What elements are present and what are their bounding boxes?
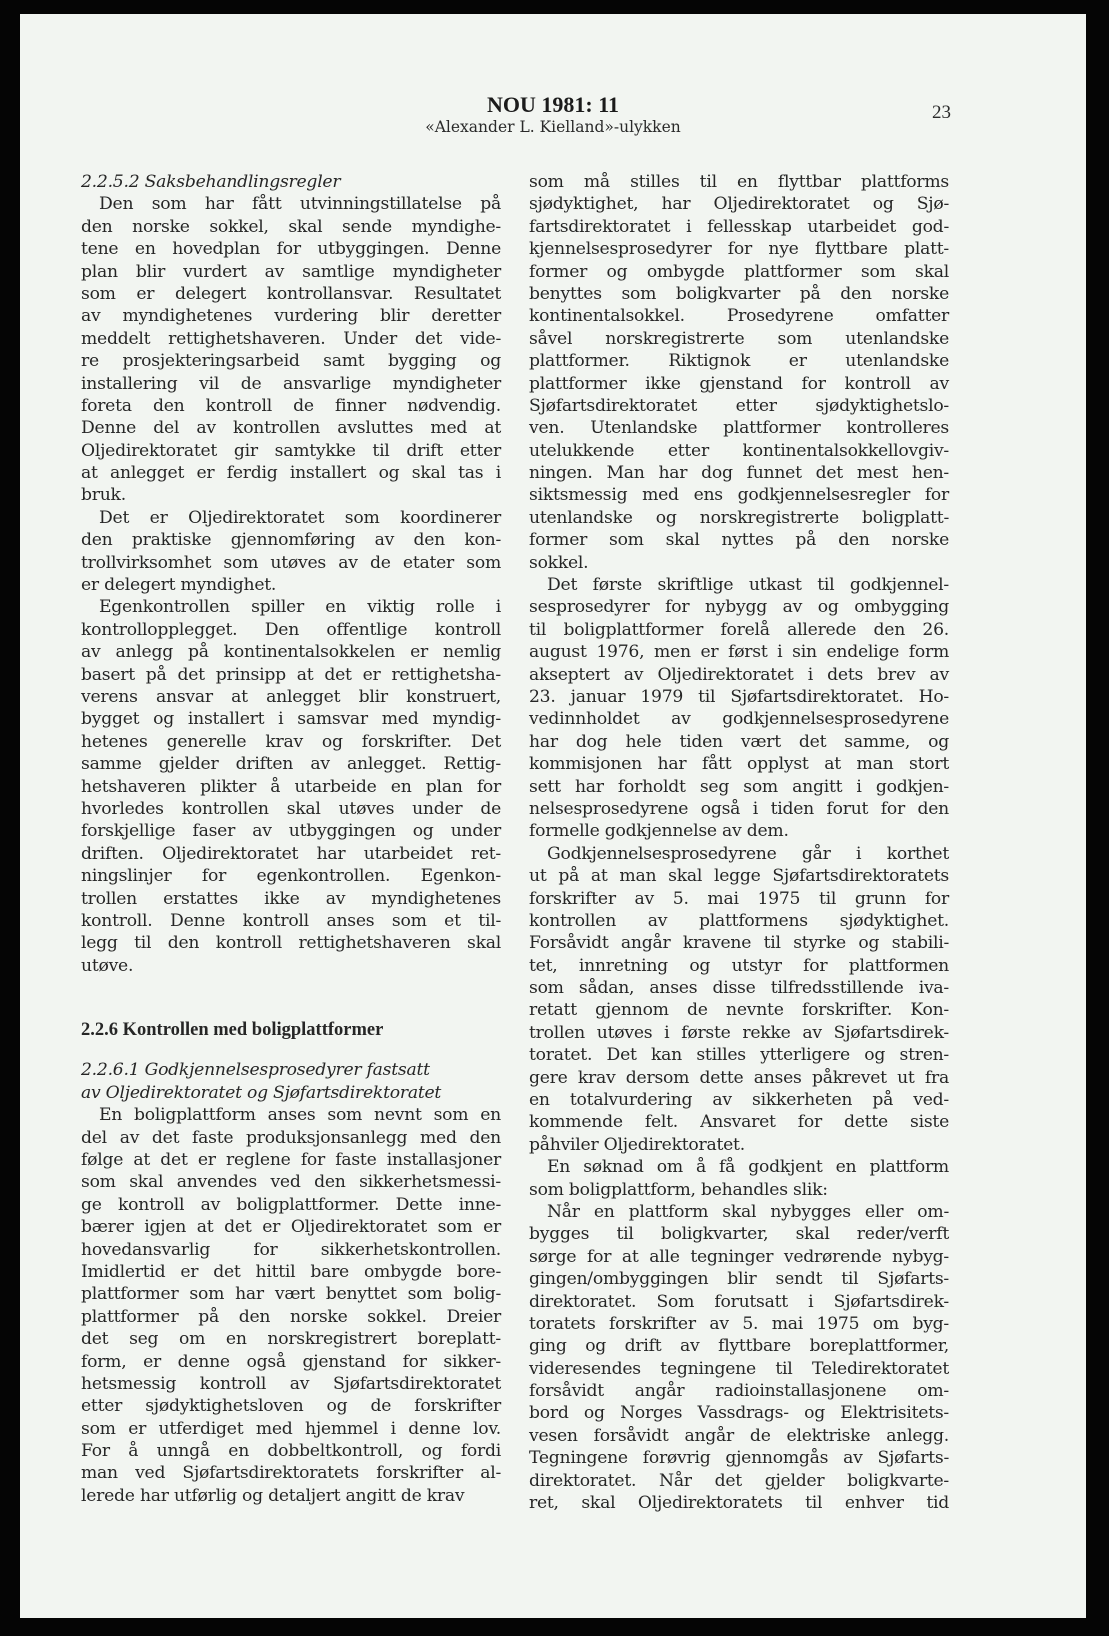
right-column <box>529 171 949 1514</box>
text-line: meddelt rettighetshaveren. Under det vide- <box>81 328 501 349</box>
text-line: kontinentalsokkel. Prosedyrene omfatter <box>529 306 949 327</box>
text-line: utenlandske og norskregistrerte boligplatt- <box>529 507 949 528</box>
text-line: sørge for at alle tegninger vedrørende nybyg- <box>529 1246 949 1267</box>
text-line: foreta den kontroll de finner nødvendig. <box>81 395 501 416</box>
text-line: toratets forskrifter av 5. mai 1975 om byg- <box>529 1313 949 1334</box>
text-line: som sådan, anses disse tilfredsstillende iva- <box>529 978 949 999</box>
text-line: august 1976, men er først i sin endelige form <box>529 642 949 663</box>
text-line: tene en hovedplan for utbyggingen. Denne <box>81 239 501 260</box>
text-line: plattformer. Riktignok er utenlandske <box>529 351 949 372</box>
paragraph <box>529 171 949 574</box>
text-line: hovedansvarlig for sikkerhetskontrollen. <box>81 1239 501 1260</box>
text-line: utelukkende etter kontinentalsokkellovgiv- <box>529 440 949 461</box>
text-line: samme gjelder driften av anlegget. Rettig- <box>81 754 501 775</box>
section-heading-2252: 2.2.5.2 Saksbehandlingsregler <box>81 172 341 192</box>
text-line: hvorledes kontrollen skal utøves under de <box>81 798 501 819</box>
text-line: som er utferdiget med hjemmel i denne lov. <box>81 1418 501 1439</box>
text-line: som er delegert kontrollansvar. Resultatet <box>81 283 501 304</box>
text-line: trollen erstattes ikke av myndighetenes <box>81 888 501 909</box>
text-line: ningen. Man har dog funnet det mest hen- <box>529 463 949 484</box>
text-line: såvel norskregistrerte som utenlandske <box>529 328 949 349</box>
text-line: videresendes tegningene til Teledirektoratet <box>529 1358 949 1379</box>
text-line: En boligplattform anses som nevnt som en <box>99 1105 501 1126</box>
text-line: vedinnholdet av godkjennelsesprosedyrene <box>529 709 949 730</box>
text-line: av myndighetenes vurdering blir deretter <box>81 306 501 327</box>
text-line: etter sjødyktighetsloven og de forskrifter <box>81 1396 501 1417</box>
paragraph <box>81 193 501 506</box>
text-line: som boligplattform, behandles slik: <box>529 1179 828 1200</box>
text-line: del av det faste produksjonsanlegg med den <box>81 1127 501 1148</box>
text-line: av anlegg på kontinentalsokkelen er nemlig <box>81 642 501 663</box>
text-line: ven. Utenlandske plattformer kontrolleres <box>529 418 949 439</box>
text-line: sett har forholdt seg som angitt i godkjen- <box>529 776 949 797</box>
spacer <box>81 1041 501 1059</box>
text-line: Godkjennelsesprosedyrene går i korthet <box>547 843 949 864</box>
text-line: påhviler Oljedirektoratet. <box>529 1134 745 1155</box>
text-line: kjennelsesprosedyrer for nye flyttbare platt- <box>529 239 949 260</box>
left-column <box>81 171 501 1507</box>
text-line: Denne del av kontrollen avsluttes med at <box>81 418 501 439</box>
text-line: Det første skriftlige utkast til godkjennel- <box>547 575 949 596</box>
paragraph <box>81 507 501 597</box>
text-line: En søknad om å få godkjent en plattform <box>547 1157 949 1178</box>
text-line: som skal anvendes ved den sikkerhetsmessi- <box>81 1172 501 1193</box>
text-line: plan blir vurdert av samtlige myndigheter <box>81 261 501 282</box>
text-line: sjødyktighet, har Oljedirektoratet og Sjø- <box>529 194 949 215</box>
text-line: den norske sokkel, skal sende myndighe- <box>81 216 501 237</box>
section-heading-2261: 2.2.6.1 Godkjennelsesprosedyrer fastsatt <box>81 1060 430 1081</box>
text-line: kontrollopplegget. Den offentlige kontroll <box>81 619 501 640</box>
text-line: fartsdirektoratet i fellesskap utarbeidet god- <box>529 216 949 237</box>
text-line: forskrifter av 5. mai 1975 til grunn for <box>529 888 949 909</box>
text-line: hetsmessig kontroll av Sjøfartsdirektoratet <box>81 1373 501 1394</box>
text-line: benyttes som boligkvarter på den norske <box>529 283 949 304</box>
text-line: direktoratet. Som forutsatt i Sjøfartsdirek- <box>529 1291 949 1312</box>
section-heading-226: 2.2.6 Kontrollen med boligplattformer <box>81 1020 384 1041</box>
text-line: direktoratet. Når det gjelder boligkvarte- <box>529 1470 949 1491</box>
section-heading-2261: av Oljedirektoratet og Sjøfartsdirektoratet <box>81 1082 442 1103</box>
text-line: toratet. Det kan stilles ytterligere og stren- <box>529 1045 949 1066</box>
text-line: Oljedirektoratet gir samtykke til drift etter <box>81 440 501 461</box>
text-line: til boligplattformer forelå allerede den 26. <box>529 619 949 640</box>
paragraph <box>529 843 949 1156</box>
text-line: former og ombygde plattformer som skal <box>529 261 949 282</box>
paragraph <box>81 1104 501 1507</box>
text-line: gere krav dersom dette anses påkrevet ut fra <box>529 1067 949 1088</box>
text-line: re prosjekteringsarbeid samt bygging og <box>81 351 501 372</box>
text-line: retatt gjennom de nevnte forskrifter. Kon- <box>529 1000 949 1021</box>
text-line: trollvirksomhet som utøves av de etater som <box>81 552 501 573</box>
paragraph <box>81 596 501 977</box>
report-subtitle: «Alexander L. Kielland»-ulykken <box>425 118 681 136</box>
text-line: akseptert av Oljedirektoratet i dets brev av <box>529 664 949 685</box>
text-line: en totalvurdering av sikkerheten på ved- <box>529 1090 949 1111</box>
text-line: Forsåvidt angår kravene til styrke og stabili- <box>529 933 949 954</box>
text-line: sesprosedyrer for nybygg av og ombygging <box>529 597 949 618</box>
text-line: ningslinjer for egenkontrollen. Egenkon- <box>81 866 501 887</box>
paragraph <box>529 1201 949 1514</box>
text-line: bærer igjen at det er Oljedirektoratet som er <box>81 1217 501 1238</box>
text-line: hetenes generelle krav og forskrifter. Det <box>81 731 501 752</box>
text-line: kontrollen av plattformens sjødyktighet. <box>529 910 949 931</box>
text-line: man ved Sjøfartsdirektoratets forskrifter al- <box>81 1463 501 1484</box>
text-line: hetshaveren plikter å utarbeide en plan for <box>81 776 501 797</box>
text-line: Sjøfartsdirektoratet etter sjødyktighetslo- <box>529 395 949 416</box>
text-line: basert på det prinsipp at det er rettighetsha- <box>81 664 501 685</box>
text-line: form, er denne også gjenstand for sikker- <box>81 1351 501 1372</box>
report-title: NOU 1981: 11 <box>487 92 619 117</box>
text-line: formelle godkjennelse av dem. <box>529 821 789 842</box>
text-line: 23. januar 1979 til Sjøfartsdirektoratet. Ho- <box>529 686 949 707</box>
text-line: det seg om en norskregistrert boreplatt- <box>81 1329 501 1350</box>
text-line: tet, innretning og utstyr for plattformen <box>529 955 949 976</box>
text-line: bygget og installert i samsvar med myndig- <box>81 709 501 730</box>
document-page <box>20 14 1086 1618</box>
text-line: utøve. <box>81 955 134 976</box>
text-line: Imidlertid er det hittil bare ombygde bore- <box>81 1261 501 1282</box>
text-line: trollen utøves i første rekke av Sjøfartsdirek- <box>529 1022 949 1043</box>
text-line: vesen forsåvidt angår de elektriske anlegg. <box>529 1425 949 1446</box>
text-line: har dog hele tiden vært det samme, og <box>529 731 949 752</box>
text-line: sokkel. <box>529 552 589 573</box>
text-line: plattformer ikke gjenstand for kontroll av <box>529 373 949 394</box>
text-line: Egenkontrollen spiller en viktig rolle i <box>99 597 501 618</box>
text-line: Det er Oljedirektoratet som koordinerer <box>99 507 501 528</box>
text-line: gingen/ombyggingen blir sendt til Sjøfarts- <box>529 1269 949 1290</box>
text-line: den praktiske gjennomføring av den kon- <box>81 530 501 551</box>
text-line: nelsesprosedyrene også i tiden forut for den <box>529 798 949 819</box>
text-line: bygges til boligkvarter, skal reder/verft <box>529 1224 949 1245</box>
text-line: at anlegget er ferdig installert og skal tas i <box>81 463 501 484</box>
text-line: plattformer på den norske sokkel. Dreier <box>81 1306 501 1327</box>
text-line: som må stilles til en flyttbar plattforms <box>529 172 949 192</box>
text-line: ging og drift av flyttbare boreplattformer, <box>529 1336 949 1357</box>
text-line: ut på at man skal legge Sjøfartsdirektoratets <box>529 866 949 887</box>
text-line: Tegningene forøvrig gjennomgås av Sjøfarts- <box>529 1448 949 1469</box>
text-line: lerede har utførlig og detaljert angitt de krav <box>81 1485 465 1506</box>
text-line: siktsmessig med ens godkjennelsesregler for <box>529 485 949 506</box>
text-line: driften. Oljedirektoratet har utarbeidet ret- <box>81 843 501 864</box>
paragraph <box>529 574 949 843</box>
text-line: ge kontroll av boligplattformer. Dette inne- <box>81 1194 501 1215</box>
text-line: installering vil de ansvarlige myndigheter <box>81 373 501 394</box>
text-line: kommende felt. Ansvaret for dette siste <box>529 1112 949 1133</box>
paragraph <box>529 1156 949 1201</box>
spacer <box>81 977 501 1019</box>
text-line: ret, skal Oljedirektoratets til enhver tid <box>529 1493 949 1514</box>
text-line: former som skal nyttes på den norske <box>529 530 949 551</box>
text-line: verens ansvar at anlegget blir konstruert, <box>81 686 501 707</box>
page-number: 23 <box>932 102 951 123</box>
text-line: bruk. <box>81 485 126 506</box>
text-line: Den som har fått utvinningstillatelse på <box>99 194 501 215</box>
text-line: Når en plattform skal nybygges eller om- <box>547 1201 949 1222</box>
text-line: kommisjonen har fått opplyst at man stort <box>529 754 949 775</box>
text-line: legg til den kontroll rettighetshaveren skal <box>81 933 501 954</box>
text-line: plattformer som har vært benyttet som bolig- <box>81 1284 501 1305</box>
text-line: følge at det er reglene for faste installasjoner <box>81 1150 501 1171</box>
text-line: forsåvidt angår radioinstallasjonene om- <box>529 1381 949 1402</box>
text-line: kontroll. Denne kontroll anses som et til- <box>81 910 501 931</box>
text-line: For å unngå en dobbeltkontroll, og fordi <box>81 1441 501 1462</box>
text-line: er delegert myndighet. <box>81 575 277 596</box>
text-line: forskjellige faser av utbyggingen og under <box>81 821 501 842</box>
text-line: bord og Norges Vassdrags- og Elektrisitets- <box>529 1403 949 1424</box>
